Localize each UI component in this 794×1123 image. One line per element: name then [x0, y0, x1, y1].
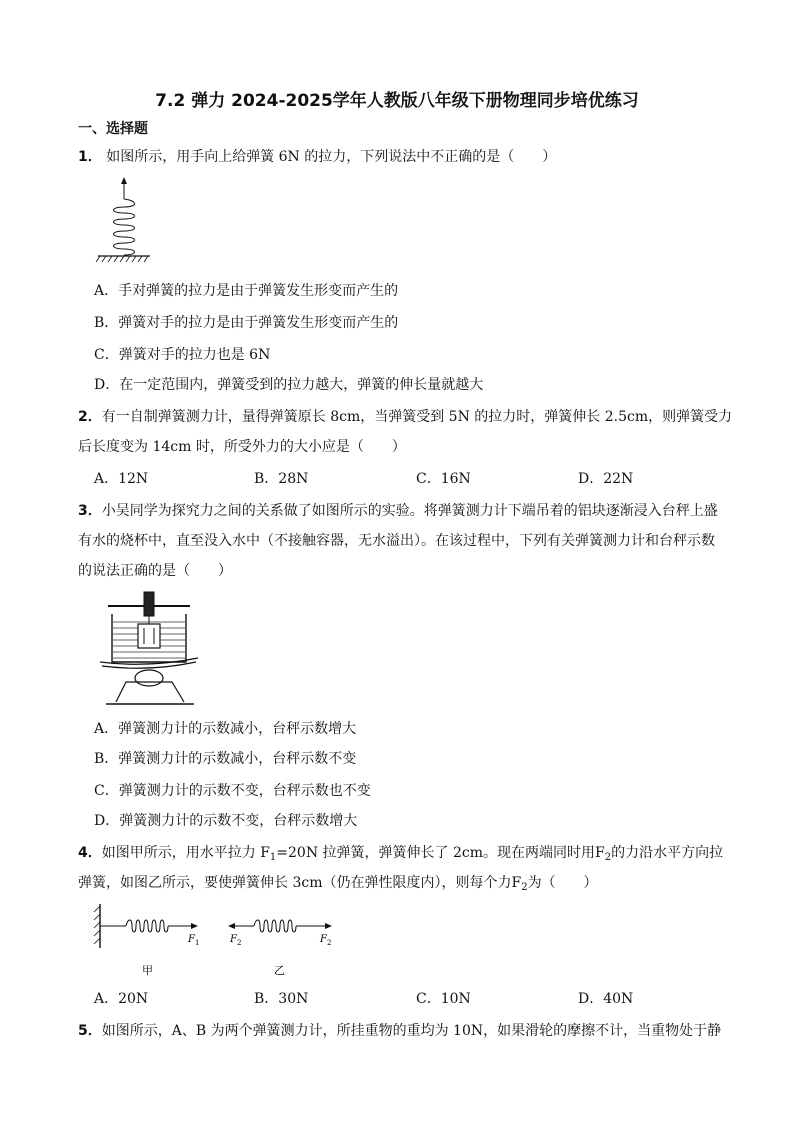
question-number: 1．: [78, 149, 102, 165]
question-text: 如图所示，A、B 为两个弹簧测力计，所挂重物的重均为 10N，如果滑轮的摩擦不计，当重物处于静: [101, 1023, 722, 1039]
q3-option-d: D．弹簧测力计的示数不变，台秤示数增大: [94, 813, 358, 829]
f1-label: F: [188, 934, 195, 945]
question-number: 3．: [78, 503, 102, 519]
q2-option-a: A．12N: [94, 471, 149, 487]
q4-option-d: D．40N: [578, 991, 634, 1007]
subscript: 2: [521, 882, 528, 893]
section-heading: 一、选择题: [78, 121, 148, 137]
q1-option-a: A．手对弹簧的拉力是由于弹簧发生形变而产生的: [94, 283, 399, 299]
question-number: 4．: [78, 845, 102, 861]
question-4: [78, 842, 723, 863]
question-4-cont: [78, 872, 598, 893]
question-number: 2．: [78, 409, 102, 425]
question-text: 为（ ）: [527, 875, 598, 891]
fig-label-yi: 乙: [274, 964, 285, 977]
f1-sub: 1: [195, 939, 200, 947]
question-number: 5．: [78, 1023, 102, 1039]
question-text: 有一自制弹簧测力计，量得弹簧原长 8cm，当弹簧受到 5N 的拉力时，弹簧伸长 2.5cm，则弹簧受力: [101, 409, 733, 425]
q1-option-b: B．弹簧对手的拉力是由于弹簧发生形变而产生的: [94, 315, 399, 331]
fig-label-jia: 甲: [142, 964, 153, 977]
f2-right-sub: 2: [327, 939, 332, 947]
f2-left-label: F: [230, 934, 237, 945]
q2-option-b: B．28N: [254, 471, 309, 487]
q4-option-c: C．10N: [416, 991, 471, 1007]
question-2-cont: 后长度变为 14cm 时，所受外力的大小应是（ ）: [78, 439, 406, 455]
q1-option-d: D．在一定范围内，弹簧受到的拉力越大，弹簧的伸长量就越大: [94, 377, 484, 393]
f2-right-label: F: [320, 934, 327, 945]
question-text: 如图甲所示，用水平拉力 F: [101, 845, 270, 861]
question-text: 小吴同学为探究力之间的关系做了如图所示的实验。将弹簧测力计下端吊着的铝块逐渐浸入台秤上盛: [101, 503, 718, 519]
question-3-cont: 的说法正确的是（ ）: [78, 563, 232, 579]
spring-vertical-figure: [94, 175, 154, 267]
f2-left-sub: 2: [237, 939, 242, 947]
q2-option-d: D．22N: [578, 471, 634, 487]
question-3: [78, 500, 718, 520]
q1-option-c: C．弹簧对手的拉力也是 6N: [94, 347, 271, 363]
question-1: [78, 146, 556, 166]
subscript: 1: [269, 852, 277, 863]
question-text: 如图所示，用手向上给弹簧 6N 的拉力，下列说法中不正确的是（ ）: [106, 149, 557, 165]
q4-option-a: A．20N: [94, 991, 149, 1007]
q2-option-c: C．16N: [416, 471, 471, 487]
question-text: 的力沿水平方向拉: [611, 845, 724, 861]
question-5: [78, 1020, 721, 1040]
scale-beaker-figure: [94, 588, 204, 710]
question-3-cont: 有水的烧杯中，直至没入水中（不接触容器，无水溢出）。在该过程中，下列有关弹簧测力计和台秤示数: [78, 533, 715, 549]
q3-option-b: B．弹簧测力计的示数减小，台秤示数不变: [94, 751, 357, 767]
question-text: =20N 拉弹簧，弹簧伸长了 2cm。现在两端同时用F: [276, 845, 605, 861]
spring-horizontal-figure: [92, 900, 352, 984]
question-2: [78, 406, 732, 426]
q4-option-b: B．30N: [254, 991, 309, 1007]
question-text: 弹簧，如图乙所示，要使弹簧伸长 3cm（仍在弹性限度内），则每个力F: [78, 875, 522, 891]
page-title: 7.2 弹力 2024-2025学年人教版八年级下册物理同步培优练习: [155, 91, 639, 111]
q3-option-a: A．弹簧测力计的示数减小，台秤示数增大: [94, 721, 357, 737]
q3-option-c: C．弹簧测力计的示数不变，台秤示数也不变: [94, 783, 371, 799]
subscript: 2: [604, 852, 612, 863]
